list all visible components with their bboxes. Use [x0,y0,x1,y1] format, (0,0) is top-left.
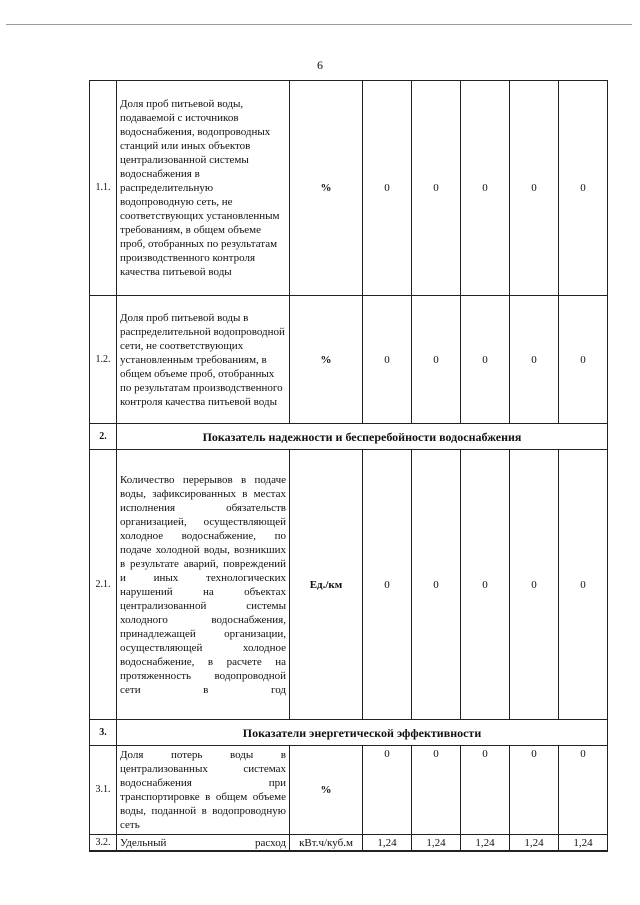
value-cell: 0 [363,296,412,424]
indicators-table [89,80,608,852]
indicator-name: Доля проб питьевой воды, подаваемой с источников водоснабжения, водопроводных станций или иных объектов централизованной системы водоснабжения в распределительную водопроводную сеть, не соответствующих установленным требованиям, в общем объеме проб, отобранных по результатам производственного контроля качества питьевой воды [117,81,290,296]
value-cell: 0 [363,81,412,296]
value-cell: 0 [559,450,608,720]
section-row [90,720,608,746]
section-title: Показатель надежности и бесперебойности водоснабжения [117,424,608,450]
table-row [90,296,608,424]
table-row [90,81,608,296]
indicator-name: Доля проб питьевой воды в распределительной водопроводной сети, не соответствующих установленным требованиям, в общем объеме проб, отобранных по результатам производственного контроля качества питьевой воды [117,296,290,424]
value-cell: 0 [363,450,412,720]
value-cell: 0 [510,450,559,720]
value-cell: 0 [559,746,608,835]
value-cell: 1,24 [461,835,510,852]
page-number: 6 [317,58,323,72]
value-cell: 0 [510,746,559,835]
value-cell: 0 [412,746,461,835]
indicator-name: Удельный расход [117,835,290,852]
indicator-name: Количество перерывов в подаче воды, зафиксированных в местах исполнения обязательств организацией, осуществляющей холодное водоснабжение, по подаче холодной воды, возникших в результате аварий, повреждений и иных технологических нарушений на объектах централизованной системы холодного водоснабжения, принадлежащей организации, осуществляющей холодное водоснабжение, в расчете на протяженность водопроводной сети в год [117,450,290,720]
table-row [90,450,608,720]
row-number: 3.1. [90,746,117,835]
value-cell: 0 [510,296,559,424]
unit-cell: % [290,746,363,835]
section-number: 3. [90,720,117,746]
value-cell: 0 [461,296,510,424]
row-number: 1.1. [90,81,117,296]
unit-cell: Ед./км [290,450,363,720]
value-cell: 0 [461,746,510,835]
unit-cell: % [290,81,363,296]
value-cell: 0 [461,450,510,720]
value-cell: 0 [559,296,608,424]
section-row [90,424,608,450]
table-row [90,835,608,852]
value-cell: 1,24 [510,835,559,852]
value-cell: 0 [559,81,608,296]
value-cell: 0 [363,746,412,835]
top-rule [6,24,632,25]
value-cell: 1,24 [559,835,608,852]
indicator-name: Доля потерь воды в централизованных системах водоснабжения при транспортировке в общем объеме воды, поданной в водопроводную сеть [117,746,290,835]
value-cell: 0 [510,81,559,296]
unit-cell: % [290,296,363,424]
value-cell: 0 [461,81,510,296]
row-number: 3.2. [90,835,117,852]
unit-cell: кВт.ч/куб.м [290,835,363,852]
value-cell: 1,24 [412,835,461,852]
row-number: 1.2. [90,296,117,424]
section-number: 2. [90,424,117,450]
table-row [90,746,608,835]
value-cell: 0 [412,296,461,424]
value-cell: 0 [412,450,461,720]
section-title: Показатели энергетической эффективности [117,720,608,746]
row-number: 2.1. [90,450,117,720]
value-cell: 1,24 [363,835,412,852]
value-cell: 0 [412,81,461,296]
